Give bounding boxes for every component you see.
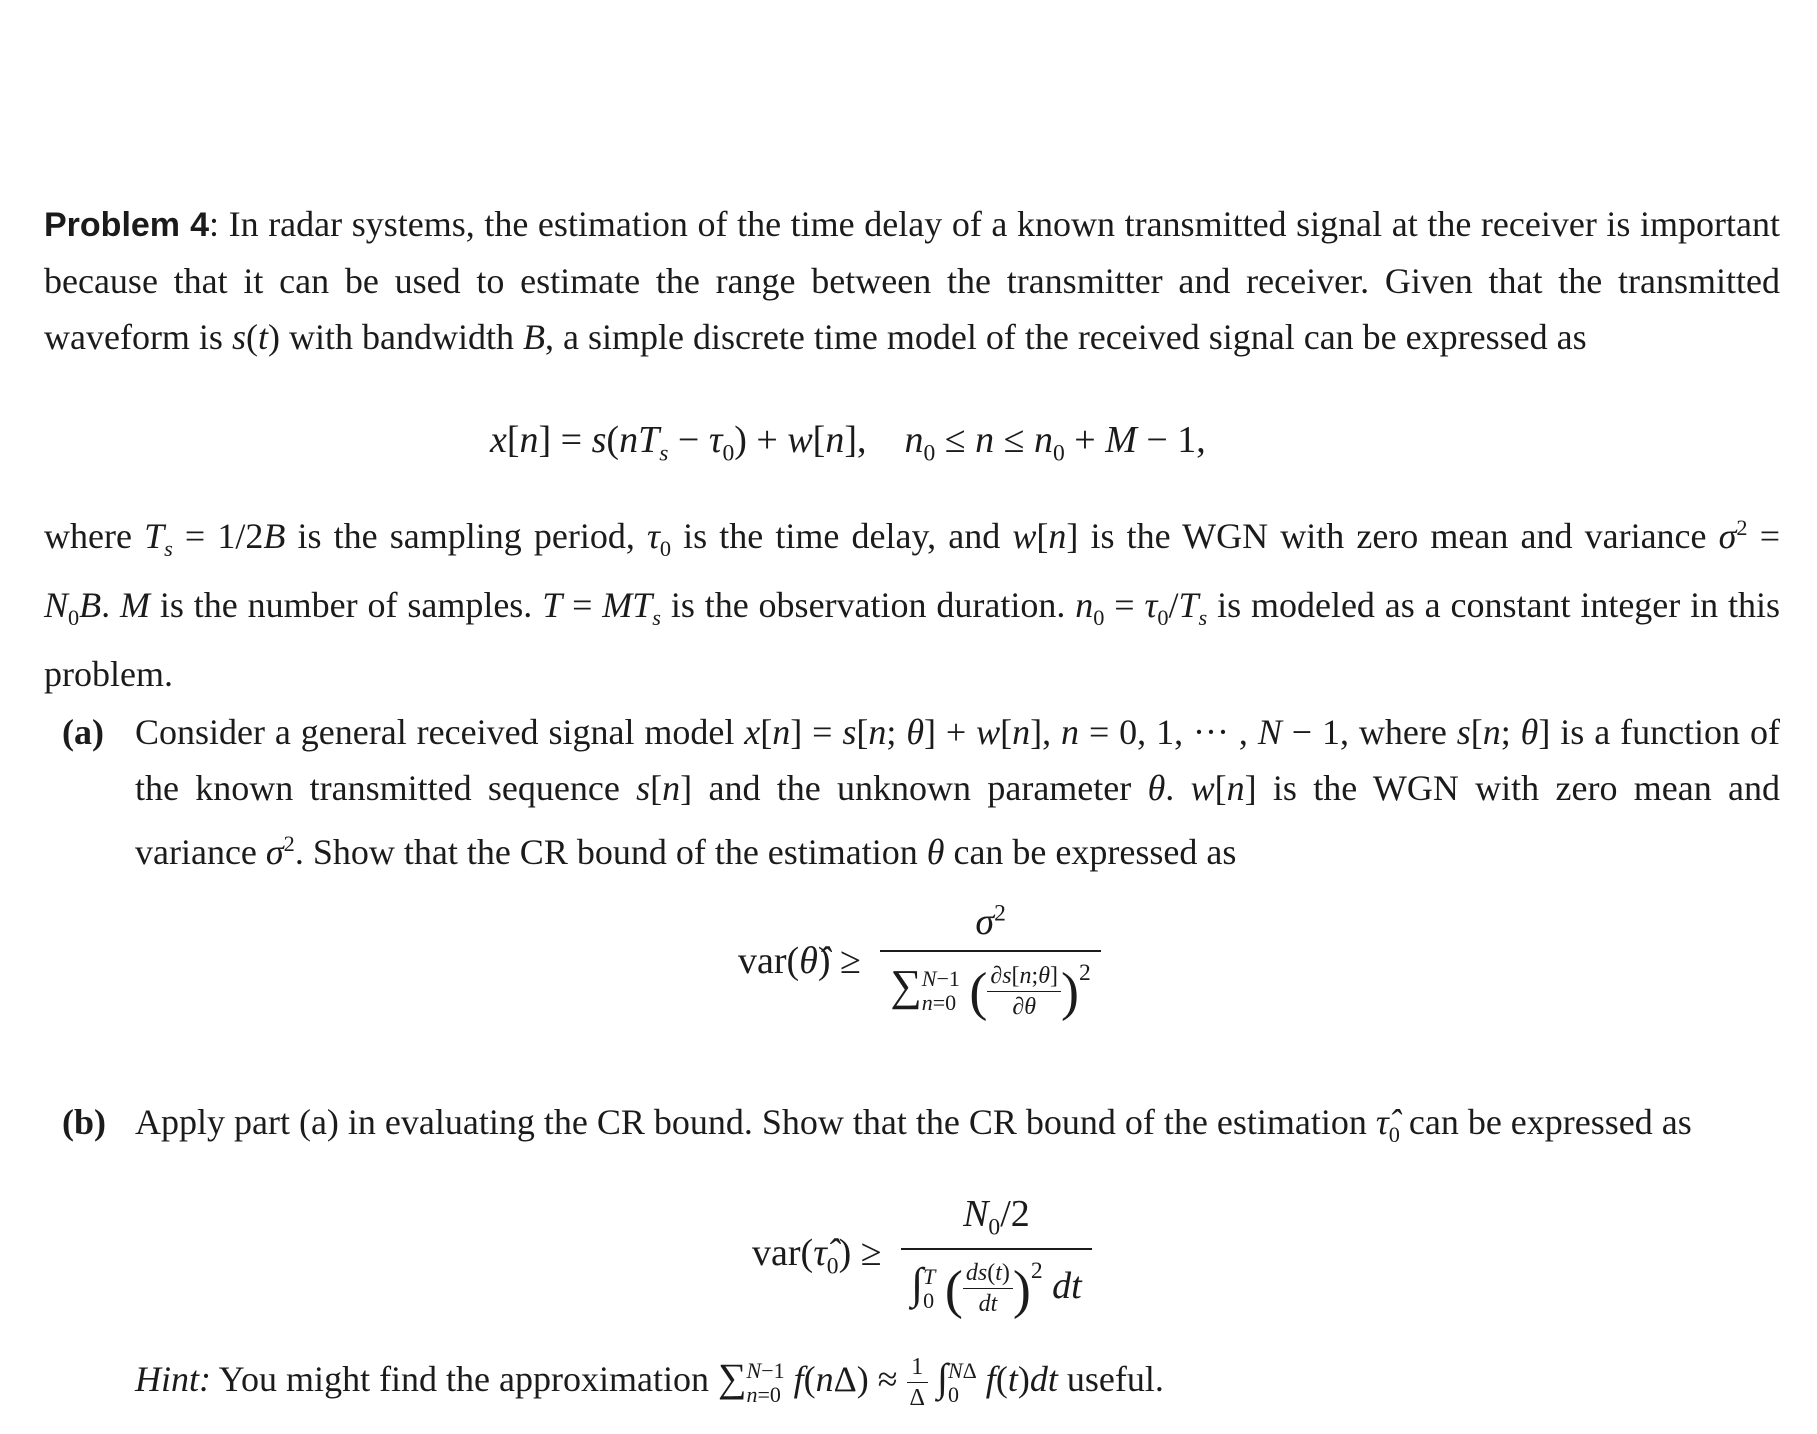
part-a-text: Consider a general received signal model x[n] = s[n; θ] + w[n], n = 0, 1, ··· , N − 1, where s[n; θ] is a function of the known transmitted sequence s[n] and the unknown parameter θ. w[n] is the WGN with zero mean and variance $\sigma^2$. Show that the CR bound of the estimation θ can be expressed as — [135, 712, 1781, 872]
hint-line: Hint: You might find the approximation ∑N−1 n=0 f(nΔ) ≈ $\frac{1}{\Delta}$ ∫NΔ 0 f(t)dt useful. — [135, 1354, 1164, 1412]
hint-label: Hint: — [135, 1359, 211, 1399]
model-equation: $x[n] = s(nT_s - \tau_0) + w[n]$, $n_0 \le n \le n_0 + M - 1$, — [490, 419, 1206, 467]
part-b-label: (b) — [62, 1102, 106, 1142]
part-a-bound: var(θ̂) ≥ $\sigma^2$ ∑N−1 n=0 ( $\frac{\partial s[n;\theta]}{\partial\theta}$ )$^2$ — [738, 900, 1101, 1022]
part-b-text: Apply part (a) in evaluating the CR bound. Show that the CR bound of the estimation $\taû_0$ can be expressed as — [135, 1102, 1692, 1148]
part-b-bound: $var(\taû_0)$ ≥ $N_0/2$ ∫T 0 ( $\frac{ds(t)}{dt}$ )$^2$ dt — [752, 1192, 1092, 1320]
problem-heading: Problem 4 — [44, 206, 209, 244]
part-a-label: (a) — [62, 712, 104, 752]
problem-intro: Problem 4: In radar systems, the estimation of the time delay of a known transmitted signal at the receiver is important because that it can be used to estimate the range between the transmitter and receiver. Given that the transmitted waveform is s(t) with bandwidth B, a simple discrete time model of the received signal can be expressed as — [44, 204, 1780, 357]
where-paragraph: where $T_s = 1/2B$ is the sampling period, $\tau_0$ is the time delay, and w[n] is the WGN with zero mean and variance $\sigma^2 = N_0B$. M is the number of samples. $T = MT_s$ is the observation duration. $n_0 = \tau_0/T_s$ is modeled as a constant integer in this problem. — [44, 515, 1781, 695]
